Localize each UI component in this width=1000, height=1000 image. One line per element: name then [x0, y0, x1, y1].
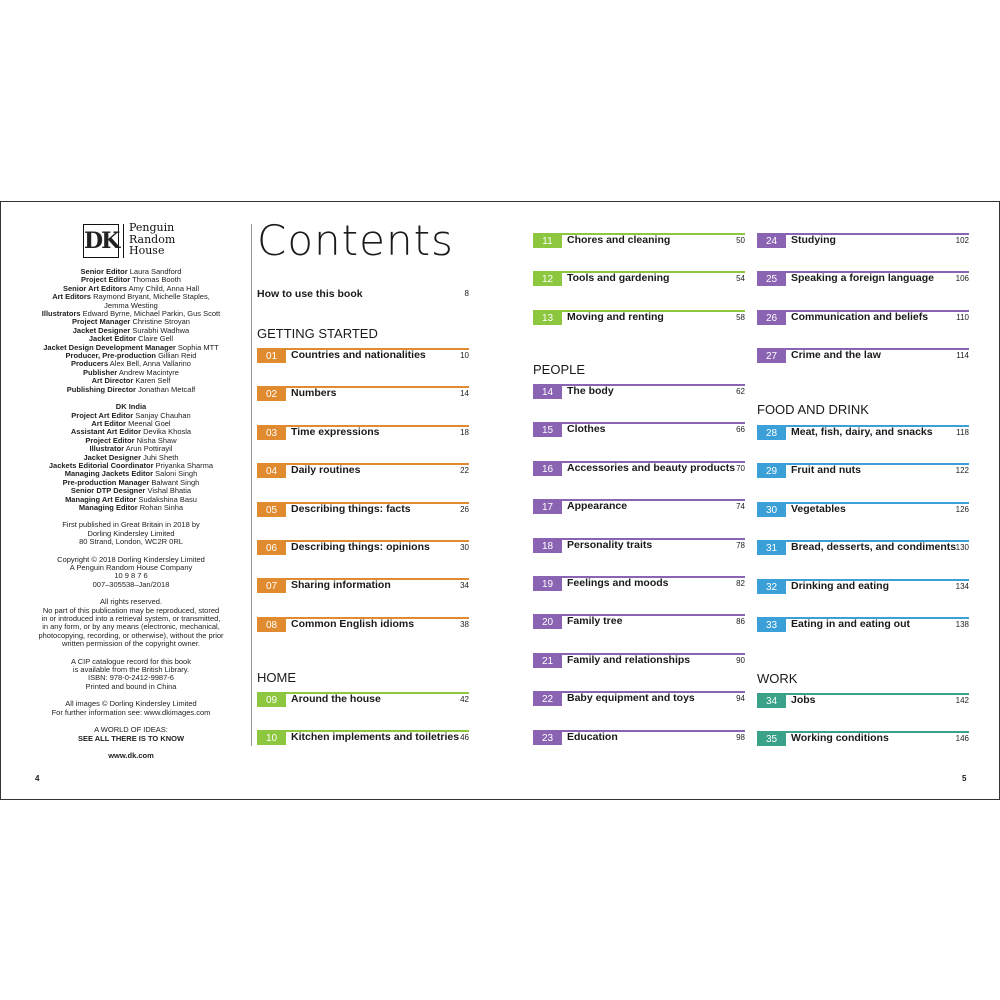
contents-entry[interactable] [533, 538, 745, 554]
page-number: 58 [736, 312, 745, 322]
chapter-title: Describing things: opinions [291, 541, 430, 553]
page-number: 110 [956, 312, 969, 322]
page-number: 98 [736, 732, 745, 742]
chapter-number-badge: 23 [533, 732, 562, 745]
credit-role: Producers [71, 359, 109, 369]
contents-entry[interactable] [257, 386, 469, 402]
credit-name: Sudakshina Basu [138, 494, 197, 504]
page-number: 138 [955, 620, 969, 629]
chapter-title: Daily routines [291, 464, 361, 477]
imprint-line: Printed and bound in China [85, 681, 177, 691]
contents-entry[interactable] [257, 617, 469, 633]
entry-rule [757, 233, 969, 235]
chapter-title: Drinking and eating [791, 579, 890, 592]
credit-role: Art Editors [52, 292, 91, 302]
credit-name: Nisha Shaw [136, 435, 177, 445]
chapter-number-badge: 06 [257, 542, 286, 555]
chapter-number-badge: 29 [757, 465, 786, 478]
contents-entry[interactable] [757, 731, 969, 747]
image-credits [31, 700, 231, 717]
chapter-title: Speaking a foreign language [791, 272, 934, 285]
dk-logo: DK [83, 224, 119, 258]
chapter-title: Feelings and moods [567, 577, 669, 589]
contents-entry[interactable] [757, 540, 969, 556]
chapter-number-badge: 15 [533, 424, 562, 437]
chapter-title: Describing things: facts [291, 502, 411, 515]
chapter-number-badge: 05 [257, 504, 286, 517]
imprint-line: in or introduced into a retrieval system, or transmitted, [41, 614, 221, 624]
chapter-number-badge: 33 [757, 619, 786, 632]
chapter-title: Family tree [567, 615, 623, 628]
contents-entry[interactable] [533, 422, 745, 438]
chapter-title: Baby equipment and toys [567, 692, 695, 705]
credit-role: Jacket Design Development Manager [43, 342, 176, 352]
credit-line [31, 386, 231, 394]
contents-entry[interactable] [533, 461, 745, 477]
contents-entry[interactable] [533, 310, 745, 326]
credit-name: Saloni Singh [155, 469, 198, 479]
chapter-number-badge: 03 [257, 427, 286, 440]
chapter-title: Bread, desserts, and condiments [791, 541, 957, 554]
page-number: 74 [736, 502, 745, 512]
credit-name: Juhi Sheth [143, 452, 179, 462]
page-number: 118 [956, 428, 969, 437]
chapter-title: Family and relationships [567, 653, 691, 666]
credit-role: Jackets Editorial Coordinator [48, 460, 154, 470]
credit-role: Pre-production Manager [62, 477, 150, 487]
india-credits [31, 403, 231, 512]
entry-rule [533, 384, 745, 386]
chapter-number-badge: 25 [757, 273, 786, 286]
page-number: 146 [955, 734, 969, 744]
page-number: 46 [460, 733, 469, 743]
folio-left: 4 [35, 774, 40, 783]
chapter-title: Appearance [567, 500, 628, 513]
credit-name: Alex Bell, Anna Vallarino [109, 359, 191, 369]
entry-rule [257, 463, 469, 465]
credit-role: Jacket Designer [72, 325, 131, 335]
publisher-logo [31, 222, 231, 262]
contents-entry[interactable] [533, 271, 745, 287]
chapter-title: Countries and nationalities [291, 349, 426, 361]
credit-role: Illustrator [89, 444, 125, 454]
credit-name: Thomas Booth [132, 275, 181, 285]
credit-role: Project Art Editor [71, 410, 134, 420]
imprint-line: Dorling Kindersley Limited [87, 528, 175, 538]
imprint-line: A Penguin Random House Company [69, 563, 193, 572]
chapter-title: Accessories and beauty products [567, 461, 736, 474]
entry-rule [757, 502, 969, 504]
page-number: 114 [956, 351, 969, 361]
credit-name: Gillian Reid [158, 351, 197, 361]
page-title: Contents [257, 216, 454, 265]
page-number: 18 [460, 427, 469, 437]
chapter-number-badge: 14 [533, 386, 562, 399]
entry-rule [533, 730, 745, 732]
chapter-title: Sharing information [291, 579, 391, 592]
chapter-number-badge: 24 [757, 235, 786, 248]
chapter-number-badge: 28 [757, 427, 786, 440]
entry-rule [757, 693, 969, 695]
credit-role: Art Director [91, 376, 134, 386]
section-heading: PEOPLE [533, 362, 586, 377]
how-to-page: 8 [464, 289, 469, 298]
chapter-title: Crime and the law [791, 349, 881, 362]
credit-role: Jacket Designer [83, 452, 141, 462]
entry-rule [757, 463, 969, 465]
chapter-title: Kitchen implements and toiletries [291, 731, 460, 744]
credit-name: Devika Khosla [143, 427, 192, 437]
contents-entry[interactable] [533, 691, 745, 707]
how-to-label: How to use this book [257, 288, 363, 300]
credit-name: Andrew Macintyre [118, 367, 179, 377]
contents-entry[interactable] [533, 653, 745, 669]
credit-name: Christine Stroyan [132, 317, 190, 327]
credit-role: Managing Editor [78, 502, 138, 512]
page-number: 62 [736, 387, 745, 396]
rights-statement [31, 598, 231, 648]
chapter-title: Jobs [791, 694, 816, 706]
chapter-number-badge: 21 [533, 655, 562, 668]
chapter-number-badge: 20 [533, 616, 562, 629]
credit-name: Balwant Singh [151, 477, 200, 487]
credit-name: Sophia MTT [177, 342, 219, 352]
chapter-number-badge: 13 [533, 312, 562, 325]
chapter-number-badge: 07 [257, 580, 286, 593]
chapter-number-badge: 27 [757, 350, 786, 363]
credit-role: Senior DTP Designer [70, 486, 146, 496]
credit-role: Assistant Art Editor [70, 427, 142, 437]
website: www.dk.com [108, 750, 154, 760]
contents-entry[interactable] [533, 730, 745, 746]
entry-rule [533, 499, 745, 501]
chapter-number-badge: 34 [757, 695, 786, 708]
credit-role: Senior Art Editors [62, 283, 127, 293]
chapter-number-badge: 32 [757, 581, 786, 594]
contents-entry[interactable] [257, 348, 469, 364]
imprint-line: Copyright © 2018 Dorling Kindersley Limited [57, 554, 205, 564]
page-number: 122 [955, 466, 969, 476]
column-divider [251, 224, 252, 746]
section-heading: WORK [757, 671, 798, 686]
chapter-title: Chores and cleaning [567, 234, 671, 246]
page-number: 86 [736, 617, 745, 627]
credit-name: Karen Self [135, 376, 171, 386]
credit-role: Project Editor [85, 435, 135, 445]
chapter-number-badge: 19 [533, 578, 562, 591]
contents-entry[interactable] [257, 463, 469, 479]
page-number: 50 [736, 236, 745, 245]
page-number: 42 [460, 695, 469, 704]
contents-entry[interactable] [257, 540, 469, 556]
page-number: 30 [460, 543, 469, 552]
chapter-title: Studying [791, 234, 836, 246]
page-number: 14 [460, 389, 469, 399]
contents-entry[interactable] [757, 348, 969, 364]
credit-name: Surabhi Wadhwa [132, 325, 190, 335]
page-number: 78 [736, 540, 745, 550]
credit-name: Amy Child, Anna Hall [128, 283, 200, 293]
chapter-number-badge: 10 [257, 732, 286, 745]
credit-role: Managing Jackets Editor [64, 469, 154, 479]
page-number: 134 [955, 581, 969, 591]
chapter-title: Common English idioms [291, 617, 415, 630]
folio-right: 5 [962, 774, 967, 783]
chapter-title: Moving and renting [567, 310, 664, 323]
page-number: 130 [955, 543, 969, 553]
imprint-line: 10 9 8 7 6 [114, 571, 148, 581]
entry-rule [533, 614, 745, 616]
imprint-line: First published in Great Britain in 2018 by [62, 520, 200, 530]
cip-record [31, 658, 231, 692]
imprint-line: For further information see: www.dkimages.com [51, 707, 211, 717]
imprint-line: ISBN: 978-0-2412-9987-6 [88, 673, 174, 683]
imprint-line: All rights reserved. [99, 597, 163, 607]
chapter-number-badge: 22 [533, 693, 562, 706]
contents-entry[interactable] [757, 233, 969, 249]
credit-line [31, 504, 231, 512]
imprint-line: No part of this publication may be reproduced, stored [42, 605, 220, 615]
credit-name: Sanjay Chauhan [135, 410, 191, 420]
credit-role: Art Editor [91, 418, 126, 428]
credit-name: Priyanka Sharma [155, 460, 214, 470]
credit-role: Managing Art Editor [65, 494, 137, 504]
credit-role: Project Editor [81, 275, 131, 285]
page-number: 66 [736, 425, 745, 435]
contents-entry[interactable] [533, 233, 745, 249]
how-to-entry[interactable] [257, 288, 469, 300]
page-number: 94 [736, 694, 745, 704]
imprint-line: in any form, or by any means (electronic, mechanical, [42, 622, 220, 632]
page-number: 22 [460, 466, 469, 476]
section-heading: GETTING STARTED [257, 326, 378, 341]
page-number: 10 [460, 351, 469, 360]
page-number: 142 [955, 696, 969, 705]
contents-entry[interactable] [533, 614, 745, 630]
chapter-title: The body [567, 385, 614, 397]
chapter-title: Time expressions [291, 425, 380, 438]
chapter-title: Education [567, 730, 618, 743]
contents-entry[interactable] [257, 578, 469, 594]
contents-entry[interactable] [757, 693, 969, 709]
contents-entry[interactable] [257, 425, 469, 441]
page-number: 54 [736, 274, 745, 284]
credit-name: Jemma Westing [104, 300, 158, 310]
page-number: 34 [460, 581, 469, 591]
imprint-line: 80 Strand, London, WC2R 0RL [79, 537, 183, 547]
page-number: 70 [736, 463, 745, 473]
credit-role: Publishing Director [66, 384, 136, 394]
contents-entry[interactable] [757, 271, 969, 287]
chapter-number-badge: 02 [257, 388, 286, 401]
chapter-number-badge: 30 [757, 504, 786, 517]
credit-name: Meenal Goel [128, 418, 171, 428]
contents-entry[interactable] [533, 384, 745, 400]
chapter-title: Tools and gardening [567, 272, 670, 285]
section-heading: FOOD AND DRINK [757, 402, 869, 417]
chapter-number-badge: 35 [757, 733, 786, 746]
credit-name: Edward Byrne, Michael Parkin, Gus Scott [82, 309, 221, 319]
chapter-title: Vegetables [791, 502, 846, 515]
chapter-title: Communication and beliefs [791, 310, 929, 323]
credit-name: Laura Sandford [129, 267, 182, 276]
credit-name: Rohan Sinha [139, 502, 184, 512]
contents-entry[interactable] [757, 310, 969, 326]
page-number: 126 [955, 504, 969, 514]
page-number: 82 [736, 579, 745, 588]
credit-role: Senior Editor [80, 267, 128, 276]
logo-divider [123, 224, 124, 258]
chapter-number-badge: 08 [257, 619, 286, 632]
page-number: 26 [460, 504, 469, 514]
page-number: 90 [736, 655, 745, 665]
contents-entry[interactable] [257, 730, 469, 746]
book-spread [0, 201, 1000, 800]
imprint-column [31, 222, 231, 769]
imprint-line: is available from the British Library. [72, 665, 190, 675]
chapter-title: Numbers [291, 387, 337, 400]
page-number: 38 [460, 619, 469, 629]
credit-role: Project Manager [72, 317, 131, 327]
chapter-number-badge: 01 [257, 350, 286, 363]
chapter-number-badge: 26 [757, 312, 786, 325]
chapter-number-badge: 11 [533, 235, 562, 248]
chapter-number-badge: 12 [533, 273, 562, 286]
chapter-number-badge: 31 [757, 542, 786, 555]
copyright [31, 556, 231, 590]
chapter-title: Meat, fish, dairy, and snacks [791, 426, 933, 438]
credit-name: Jonathan Metcalf [138, 384, 196, 394]
chapter-title: Fruit and nuts [791, 464, 861, 477]
contents-entry[interactable] [257, 692, 469, 708]
entry-rule [257, 386, 469, 388]
chapter-title: Working conditions [791, 732, 889, 745]
credit-name: Claire Gell [138, 334, 174, 344]
page-number: 106 [955, 274, 969, 284]
imprint-line: 007–305538–Jan/2018 [92, 579, 170, 589]
page-number: 102 [955, 236, 969, 245]
contents-entry[interactable] [757, 425, 969, 441]
credit-name: Arun Pottirayil [125, 444, 173, 454]
contents-entry[interactable] [757, 502, 969, 518]
section-heading: HOME [257, 670, 296, 685]
chapter-number-badge: 16 [533, 463, 562, 476]
uk-credits [31, 268, 231, 394]
chapter-number-badge: 17 [533, 501, 562, 514]
credit-role: Illustrators [41, 309, 81, 319]
india-heading: DK India [115, 402, 147, 412]
credit-role: Publisher [83, 367, 118, 377]
contents-entry[interactable] [757, 579, 969, 595]
tagline: A WORLD OF IDEAS: SEE ALL THERE IS TO KNOW [77, 725, 185, 743]
chapter-title: Personality traits [567, 538, 653, 551]
chapter-number-badge: 18 [533, 540, 562, 553]
credit-name: Vishal Bhatia [147, 486, 192, 496]
contents-entry[interactable] [533, 499, 745, 515]
chapter-number-badge: 04 [257, 465, 286, 478]
credit-role: Jacket Editor [88, 334, 136, 344]
chapter-title: Around the house [291, 693, 381, 705]
chapter-title: Clothes [567, 423, 606, 436]
contents-entry[interactable] [257, 502, 469, 518]
credit-name: Raymond Bryant, Michelle Staples, [93, 292, 210, 302]
imprint-line: photocopying, recording, or otherwise), without the prior [38, 630, 224, 640]
imprint-line: A CIP catalogue record for this book [71, 656, 191, 666]
contents-entry[interactable] [757, 463, 969, 479]
imprint-line: All images © Dorling Kindersley Limited [65, 699, 197, 709]
contents-entry[interactable] [533, 576, 745, 592]
credit-role: Producer, Pre-production [65, 351, 156, 361]
imprint-line: written permission of the copyright owner. [62, 639, 200, 649]
penguin-random-house-wordmark: Penguin Random House [129, 221, 176, 257]
chapter-title: Eating in and eating out [791, 618, 910, 630]
entry-rule [533, 422, 745, 424]
chapter-number-badge: 09 [257, 694, 286, 707]
contents-entry[interactable] [757, 617, 969, 633]
first-published [31, 521, 231, 546]
